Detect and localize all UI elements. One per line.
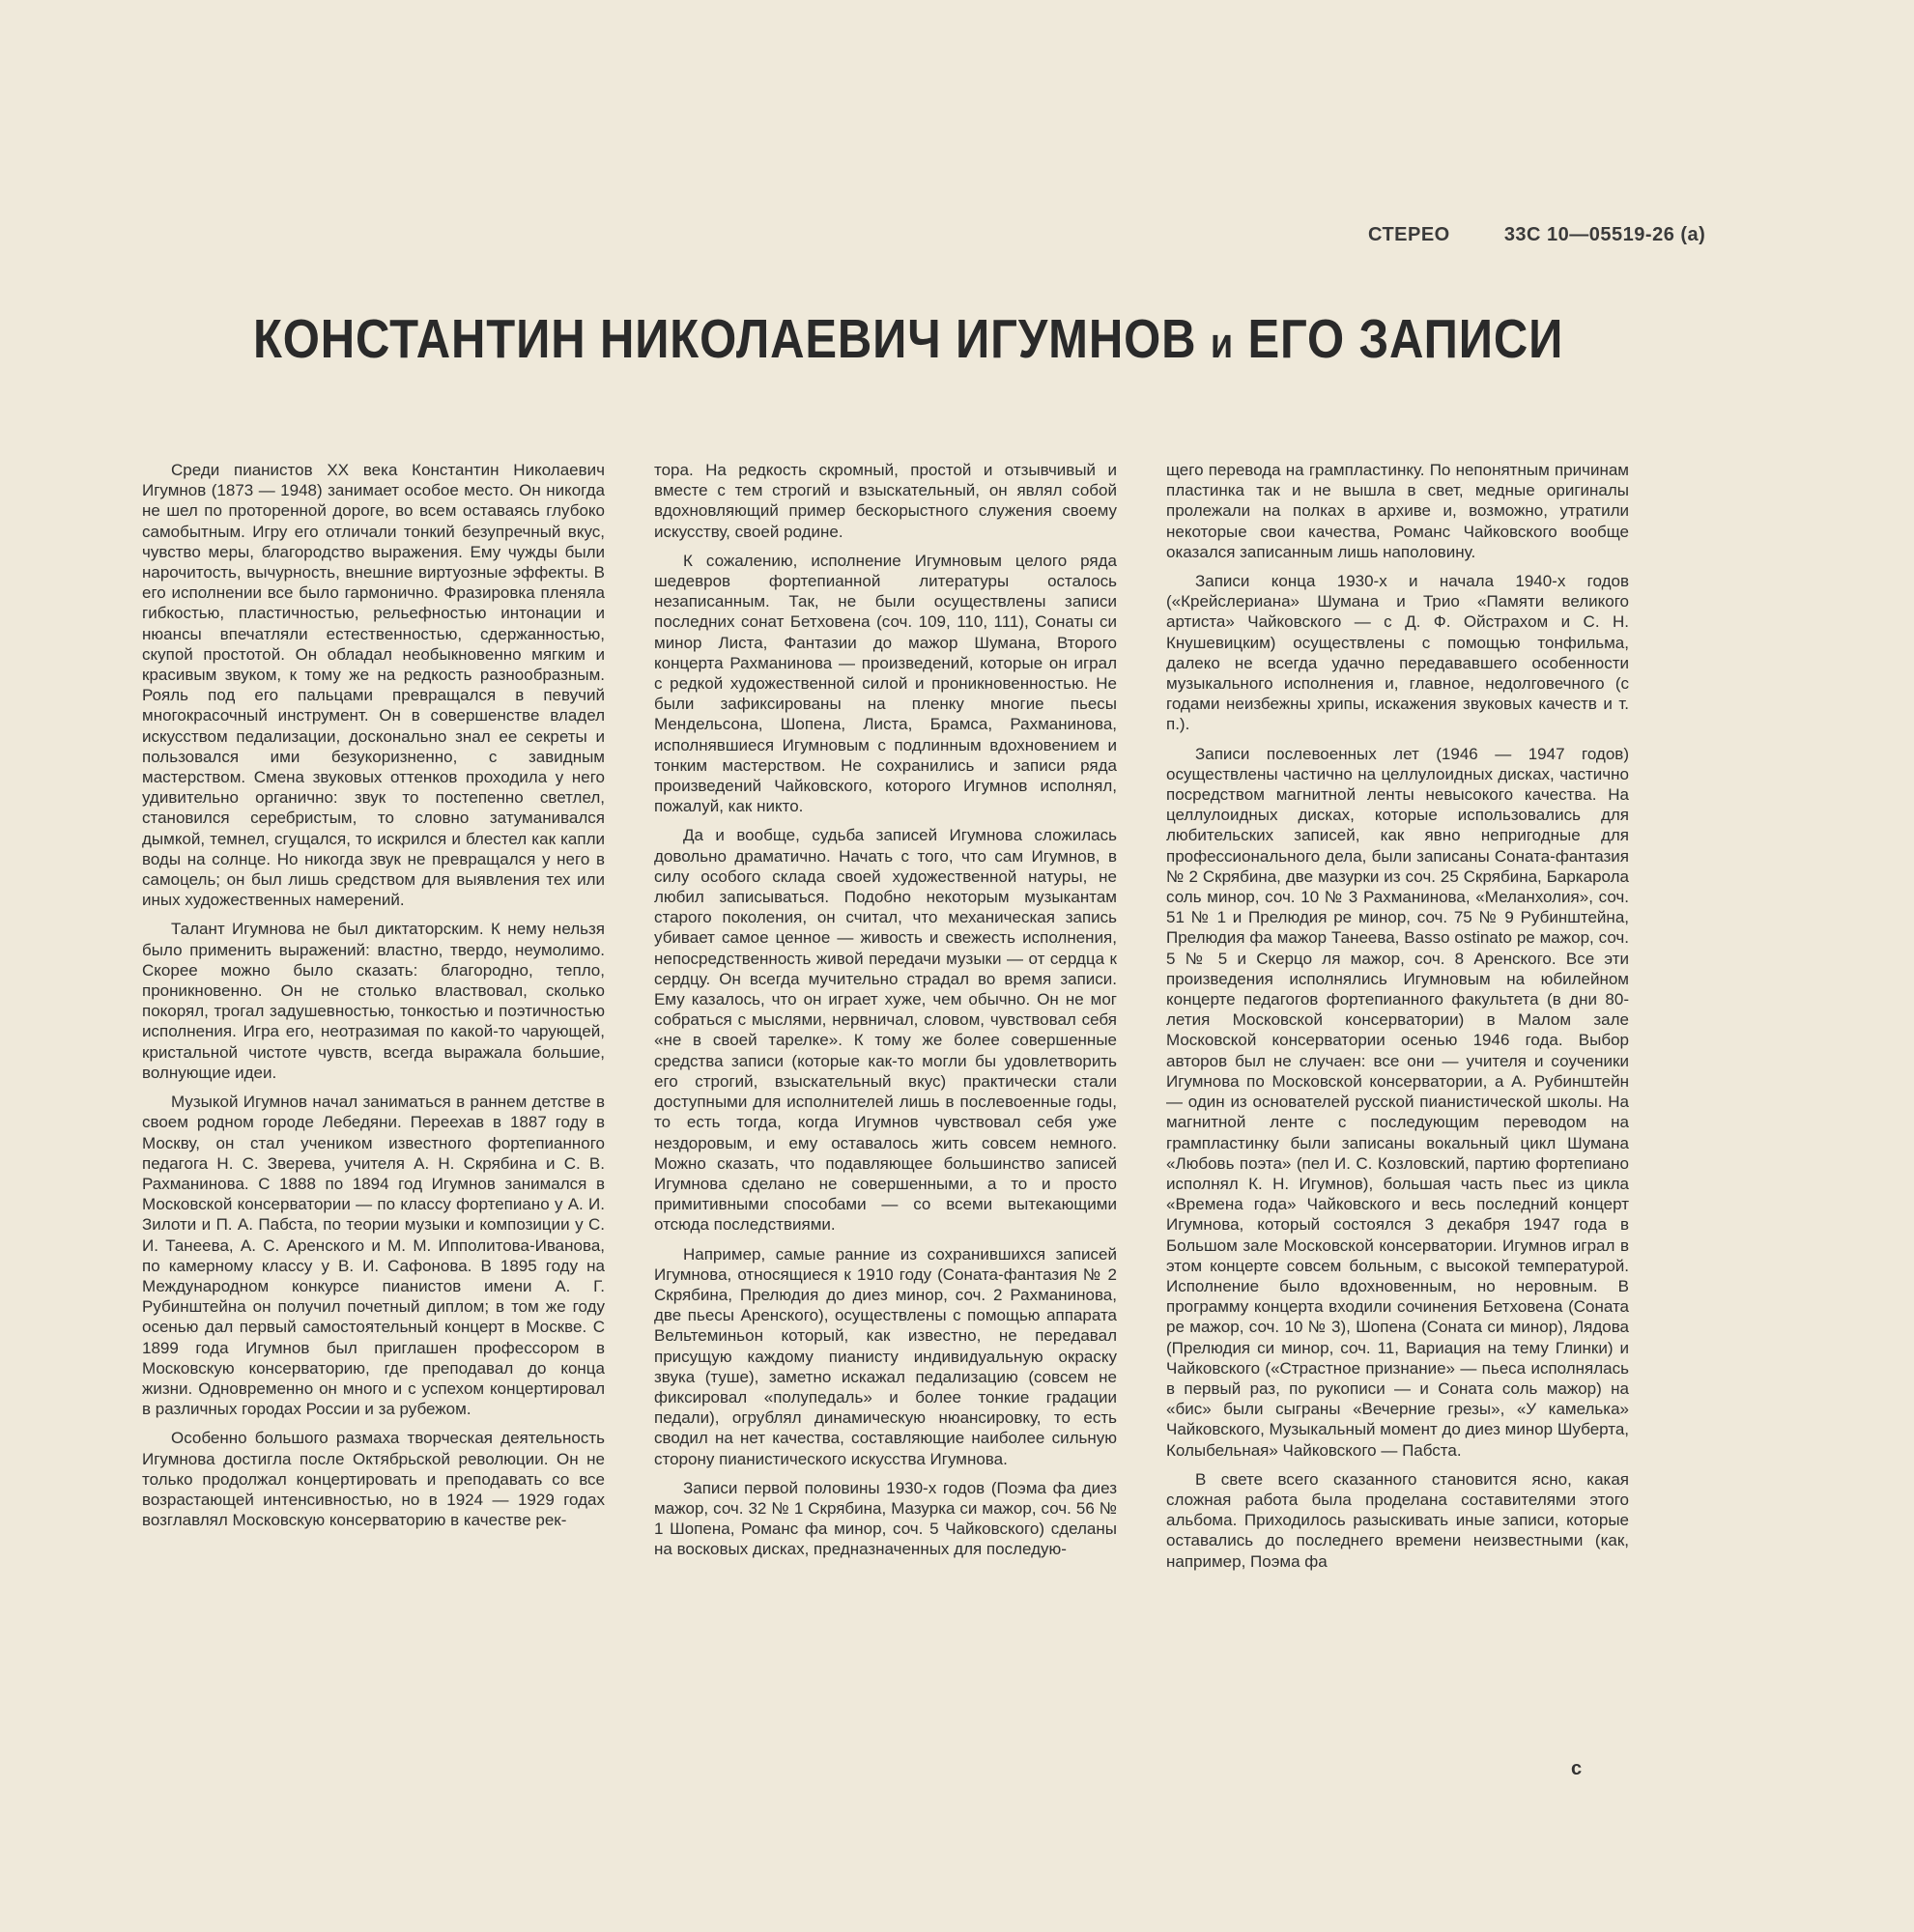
stereo-label: СТЕРЕО	[1368, 224, 1450, 245]
article-body	[142, 460, 1629, 1580]
title-end: ЕГО ЗАПИСИ	[1247, 308, 1564, 370]
paragraph: Да и вообще, судьба записей Игумнова сложилась довольно драматично. Начать с того, что сам Игумнов, в силу особого склада своей художественной натуры, не любил записываться. Подобно некоторым музыкантам старого поколения, он считал, что механическая запись убивает самое ценное — живость и свежесть исполнения, непосредственность живой передачи музыки — от сердца к сердцу. Он всегда мучительно страдал во время записи. Ему казалось, что он играет хуже, чем обычно. Он не мог собраться с мыслями, нервничал, словом, чувствовал себя «не в своей тарелке». К тому же более совершенные средства записи (которые как-то могли бы удовлетворить его строгий, взыскательный вкус) практически стали доступными для исполнителей лишь в послевоенные годы, то есть тогда, когда Игумнов чувствовал себя уже нездоровым, и ему оставалось жить совсем немного. Можно сказать, что подавляющее большинство записей Игумнова сделано не совершенными, а то и просто примитивными способами — со всеми вытекающими отсюда последствиями.	[654, 826, 1117, 1235]
page-title	[253, 307, 1564, 371]
page-mark: с	[1571, 1758, 1583, 1779]
paragraph: В свете всего сказанного становится ясно, какая сложная работа была проделана составителями этого альбома. Приходилось разыскивать иные записи, которые оставались до последнего времени неизвестными (как, например, Поэма фа	[1166, 1469, 1629, 1571]
paragraph: К сожалению, исполнение Игумновым целого ряда шедевров фортепианной литературы осталось незаписанным. Так, не были осуществлены записи последних сонат Бетховена (соч. 109, 110, 111), Сонаты си минор Листа, Фантазии до мажор Шумана, Второго концерта Рахманинова — произведений, которые он играл с редкой художественной силой и проникновенностью. Не были зафиксированы на пленку многие пьесы Мендельсона, Шопена, Листа, Брамса, Рахманинова, исполнявшиеся Игумновым с подлинным вдохновением и тонким мастерством. Не сохранились и записи ряда произведений Чайковского, которого Игумнов исполнял, пожалуй, как никто.	[654, 551, 1117, 816]
paragraph: Талант Игумнова не был диктаторским. К нему нельзя было применить выражений: властно, твердо, неумолимо. Скорее можно было сказать: благородно, тепло, проникновенно. Он не столько властвовал, сколько покорял, трогал задушевностью, тонкостью и поэтичностью исполнения. Игра его, неотразимая по какой-то чарующей, кристальной чистоте чувств, всегда выражала большие, волнующие идеи.	[142, 920, 605, 1082]
paragraph: тора. На редкость скромный, простой и отзывчивый и вместе с тем строгий и взыскательный, он являл собой вдохновляющий пример бескорыстного служения своему искусству, своей родине.	[654, 461, 1117, 541]
text-column-1	[142, 460, 605, 1580]
paragraph: Среди пианистов XX века Константин Николаевич Игумнов (1873 — 1948) занимает особое место. Он никогда не шел по проторенной дороге, во всем оставаясь глубоко самобытным. Игру его отличали тонкий безупречный вкус, чувство меры, благородство выражения. Ему чужды были нарочитость, вычурность, внешние виртуозные эффекты. В его исполнении все было гармонично. Фразировка пленяла гибкостью, пластичностью, рельефностью интонации и нюансы впечатляли естественностью, сдержанностью, скупой простотой. Он обладал необыкновенно мягким и красивым звуком, к тому же на редкость разнообразным. Рояль под его пальцами превращался в певучий многокрасочный инструмент. Он в совершенстве владел искусством педализации, досконально знал ее секреты и пользовался ими безукоризненно, с завидным мастерством. Смена звуковых оттенков проходила у него удивительно органично: звук то постепенно светлел, становился серебристым, то словно затуманивался дымкой, темнел, сгущался, то искрился и блестел как капли воды на солнце. Но никогда звук не превращался у него в самоцель; он был лишь средством для выявления тех или иных художественных намерений.	[142, 461, 605, 910]
text-column-3	[1166, 460, 1629, 1580]
paragraph: Записи конца 1930-х и начала 1940-х годов («Крейслериана» Шумана и Трио «Памяти великого артиста» Чайковского — с Д. Ф. Ойстрахом и С. Н. Кнушевицким) осуществлены с помощью тонфильма, далеко не всегда удачно передававшего особенности музыкального исполнения и, главное, недолговечного (с годами неизбежны хрипы, искажения звуковых качеств и т. п.).	[1166, 572, 1629, 734]
paragraph: Музыкой Игумнов начал заниматься в раннем детстве в своем родном городе Лебедяни. Переехав в 1887 году в Москву, он стал учеником известного фортепианного педагога Н. С. Зверева, учителя А. Н. Скрябина и С. В. Рахманинова. С 1888 по 1894 год Игумнов занимался в Московской консерватории — по классу фортепиано у А. И. Зилоти и П. А. Пабста, по теории музыки и композиции у С. И. Танеева, А. С. Аренского и М. М. Ипполитова-Иванова, по камерному классу у В. И. Сафонова. В 1895 году на Международном конкурсе пианистов имени А. Г. Рубинштейна он получил почетный диплом; в том же году осенью дал первый самостоятельный концерт в Москве. С 1899 года Игумнов был приглашен профессором в Московскую консерваторию, где преподавал до конца жизни. Одновременно он много и с успехом концертировал в различных городах России и за рубежом.	[142, 1093, 605, 1419]
paragraph: Записи первой половины 1930-х годов (Поэма фа диез мажор, соч. 32 № 1 Скрябина, Мазурка си мажор, соч. 56 № 1 Шопена, Романс фа минор, соч. 5 Чайковского) сделаны на восковых дисках, предназначенных для последую-	[654, 1478, 1117, 1559]
title-main: КОНСТАНТИН НИКОЛАЕВИЧ ИГУМНОВ	[253, 308, 1197, 370]
title-conjunction: и	[1210, 320, 1234, 367]
paragraph: Например, самые ранние из сохранившихся записей Игумнова, относящиеся к 1910 году (Соната-фантазия № 2 Скрябина, Прелюдия до диез минор, соч. 2 Рахманинова, две пьесы Аренского), осуществлены с помощью аппарата Вельтеминьон который, как известно, не передавал присущую каждому пианисту индивидуальную окраску звука (туше), заметно искажал педализацию (совсем не фиксировал «полупедаль» и более тонкие градации педали), огрублял динамическую нюансировку, то есть сводил на нет качества, составляющие наиболее сильную сторону пианистического искусства Игумнова.	[654, 1244, 1117, 1468]
paragraph: Записи послевоенных лет (1946 — 1947 годов) осуществлены частично на целлулоидных дисках, частично посредством магнитной ленты невысокого качества. На целлулоидных дисках, которые использовались для любительских записей, как явно непригодные для профессионального дела, были записаны Соната-фантазия № 2 Скрябина, две мазурки из соч. 25 Скрябина, Баркарола соль минор, соч. 10 № 3 Рахманинова, «Меланхолия», соч. 51 № 1 и Прелюдия ре минор, соч. 75 № 9 Рубинштейна, Прелюдия фа мажор Танеева, Basso ostinato ре мажор, соч. 5 № 5 и Скерцо ля мажор, соч. 8 Аренского. Все эти произведения исполнялись Игумновым на юбилейном концерте педагогов фортепианного факультета (в дни 80-летия Московской консерватории) в Малом зале Московской консерватории осенью 1946 года. Выбор авторов был не случаен: все они — учителя и соученики Игумнова по Московской консерватории, а А. Рубинштейн — один из основателей русской пианистической школы. На магнитной ленте с последующим переводом на грампластинку были записаны вокальный цикл Шумана «Любовь поэта» (пел И. С. Козловский, партию фортепиано исполнял К. Н. Игумнов), большая часть пьес из цикла «Времена года» Чайковского и весь последний концерт Игумнова, который состоялся 3 декабря 1947 года в Большом зале Московской консерватории. Игумнов играл в этом концерте совсем больным, с высокой температурой. Исполнение было вдохновенным, но неровным. В программу концерта входили сочинения Бетховена (Соната ре мажор, соч. 10 № 3), Шопена (Соната си минор), Лядова (Прелюдия си минор, соч. 11, Вариация на тему Глинки) и Чайковского («Страстное признание» — пьеса исполнялась в первый раз, по рукописи — и Соната соль мажор) на «бис» были сыграны «Вечерние грезы», «У камелька» Чайковского, Музыкальный момент до диез минор Шуберта, Колыбельная» Чайковского — Пабста.	[1166, 744, 1629, 1460]
text-column-2	[654, 460, 1117, 1580]
record-header	[1368, 224, 1705, 246]
paragraph: Особенно большого размаха творческая деятельность Игумнова достигла после Октябрьской революции. Он не только продолжал концертировать и преподавать со все возрастающей интенсивностью, но в 1924 — 1929 годах возглавлял Московскую консерваторию в качестве рек-	[142, 1429, 605, 1530]
catalog-number: 33С 10—05519-26 (а)	[1503, 224, 1706, 245]
paragraph: щего перевода на грампластинку. По непонятным причинам пластинка так и не вышла в свет, медные оригиналы пролежали на полках в архиве и, возможно, утратили некоторые свои качества, Романс Чайковского вообще оказался записанным лишь наполовину.	[1166, 461, 1629, 561]
